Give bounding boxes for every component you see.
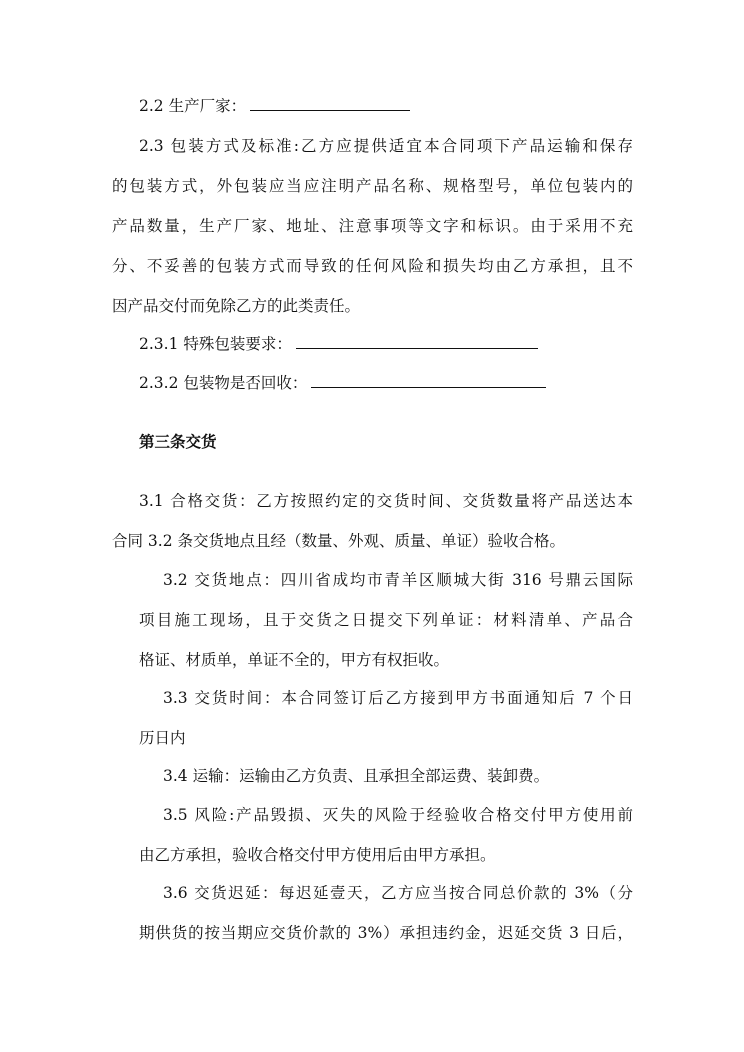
clause-3-4: 3.4 运输：运输由乙方负责、且承担全部运费、装卸费。	[163, 767, 550, 785]
clause-3-5-line-1: 3.5 风险:产品毁损、灭失的风险于经验收合格交付甲方使用前	[163, 806, 633, 824]
clause-2-3-line-5: 因产品交付而免除乙方的此类责任。	[112, 297, 361, 315]
clause-3-2-line-3: 格证、材质单，单证不全的，甲方有权拒收。	[139, 651, 450, 669]
special-packaging-blank	[296, 334, 538, 349]
clause-3-2-line-2: 项目施工现场，且于交货之日提交下列单证：材料清单、产品合	[139, 611, 633, 629]
clause-2-3-2-label: 2.3.2 包装物是否回收：	[139, 374, 308, 392]
clause-2-3-line-3: 产品数量，生产厂家、地址、注意事项等文字和标识。由于采用不充	[112, 217, 633, 235]
clause-3-1-line-2: 合同 3.2 条交货地点且经（数量、外观、质量、单证）验收合格。	[112, 532, 566, 550]
clause-2-3-2	[139, 373, 546, 393]
manufacturer-blank	[250, 96, 410, 111]
packaging-return-blank	[311, 373, 546, 388]
clause-2-2	[139, 96, 410, 116]
clause-2-3-1-label: 2.3.1 特殊包装要求：	[139, 335, 292, 353]
clause-2-3-line-4: 分、不妥善的包装方式而导致的任何风险和损失均由乙方承担，且不	[112, 257, 633, 275]
section-3-heading: 第三条交货	[139, 433, 217, 451]
clause-3-3-line-1: 3.3 交货时间：本合同签订后乙方接到甲方书面通知后 7 个日	[163, 689, 633, 707]
clause-3-2-line-1: 3.2 交货地点：四川省成均市青羊区顺城大街 316 号鼎云国际	[163, 571, 633, 589]
clause-2-3-line-2: 的包装方式，外包装应当应注明产品名称、规格型号，单位包装内的	[112, 177, 633, 195]
clause-3-3-line-2: 历日内	[139, 729, 186, 747]
clause-3-5-line-2: 由乙方承担，验收合格交付甲方使用后由甲方承担。	[139, 846, 496, 864]
clause-2-3-line-1: 2.3 包装方式及标准:乙方应提供适宜本合同项下产品运输和保存	[139, 137, 633, 155]
clause-3-6-line-2: 期供货的按当期应交货价款的 3%）承担违约金，迟延交货 3 日后，	[139, 924, 633, 942]
clause-3-1-line-1: 3.1 合格交货：乙方按照约定的交货时间、交货数量将产品送达本	[139, 492, 633, 510]
clause-2-2-label: 2.2 生产厂家：	[139, 97, 247, 115]
clause-2-3-1	[139, 334, 538, 354]
clause-3-6-line-1: 3.6 交货迟延：每迟延壹天，乙方应当按合同总价款的 3%（分	[163, 884, 633, 902]
